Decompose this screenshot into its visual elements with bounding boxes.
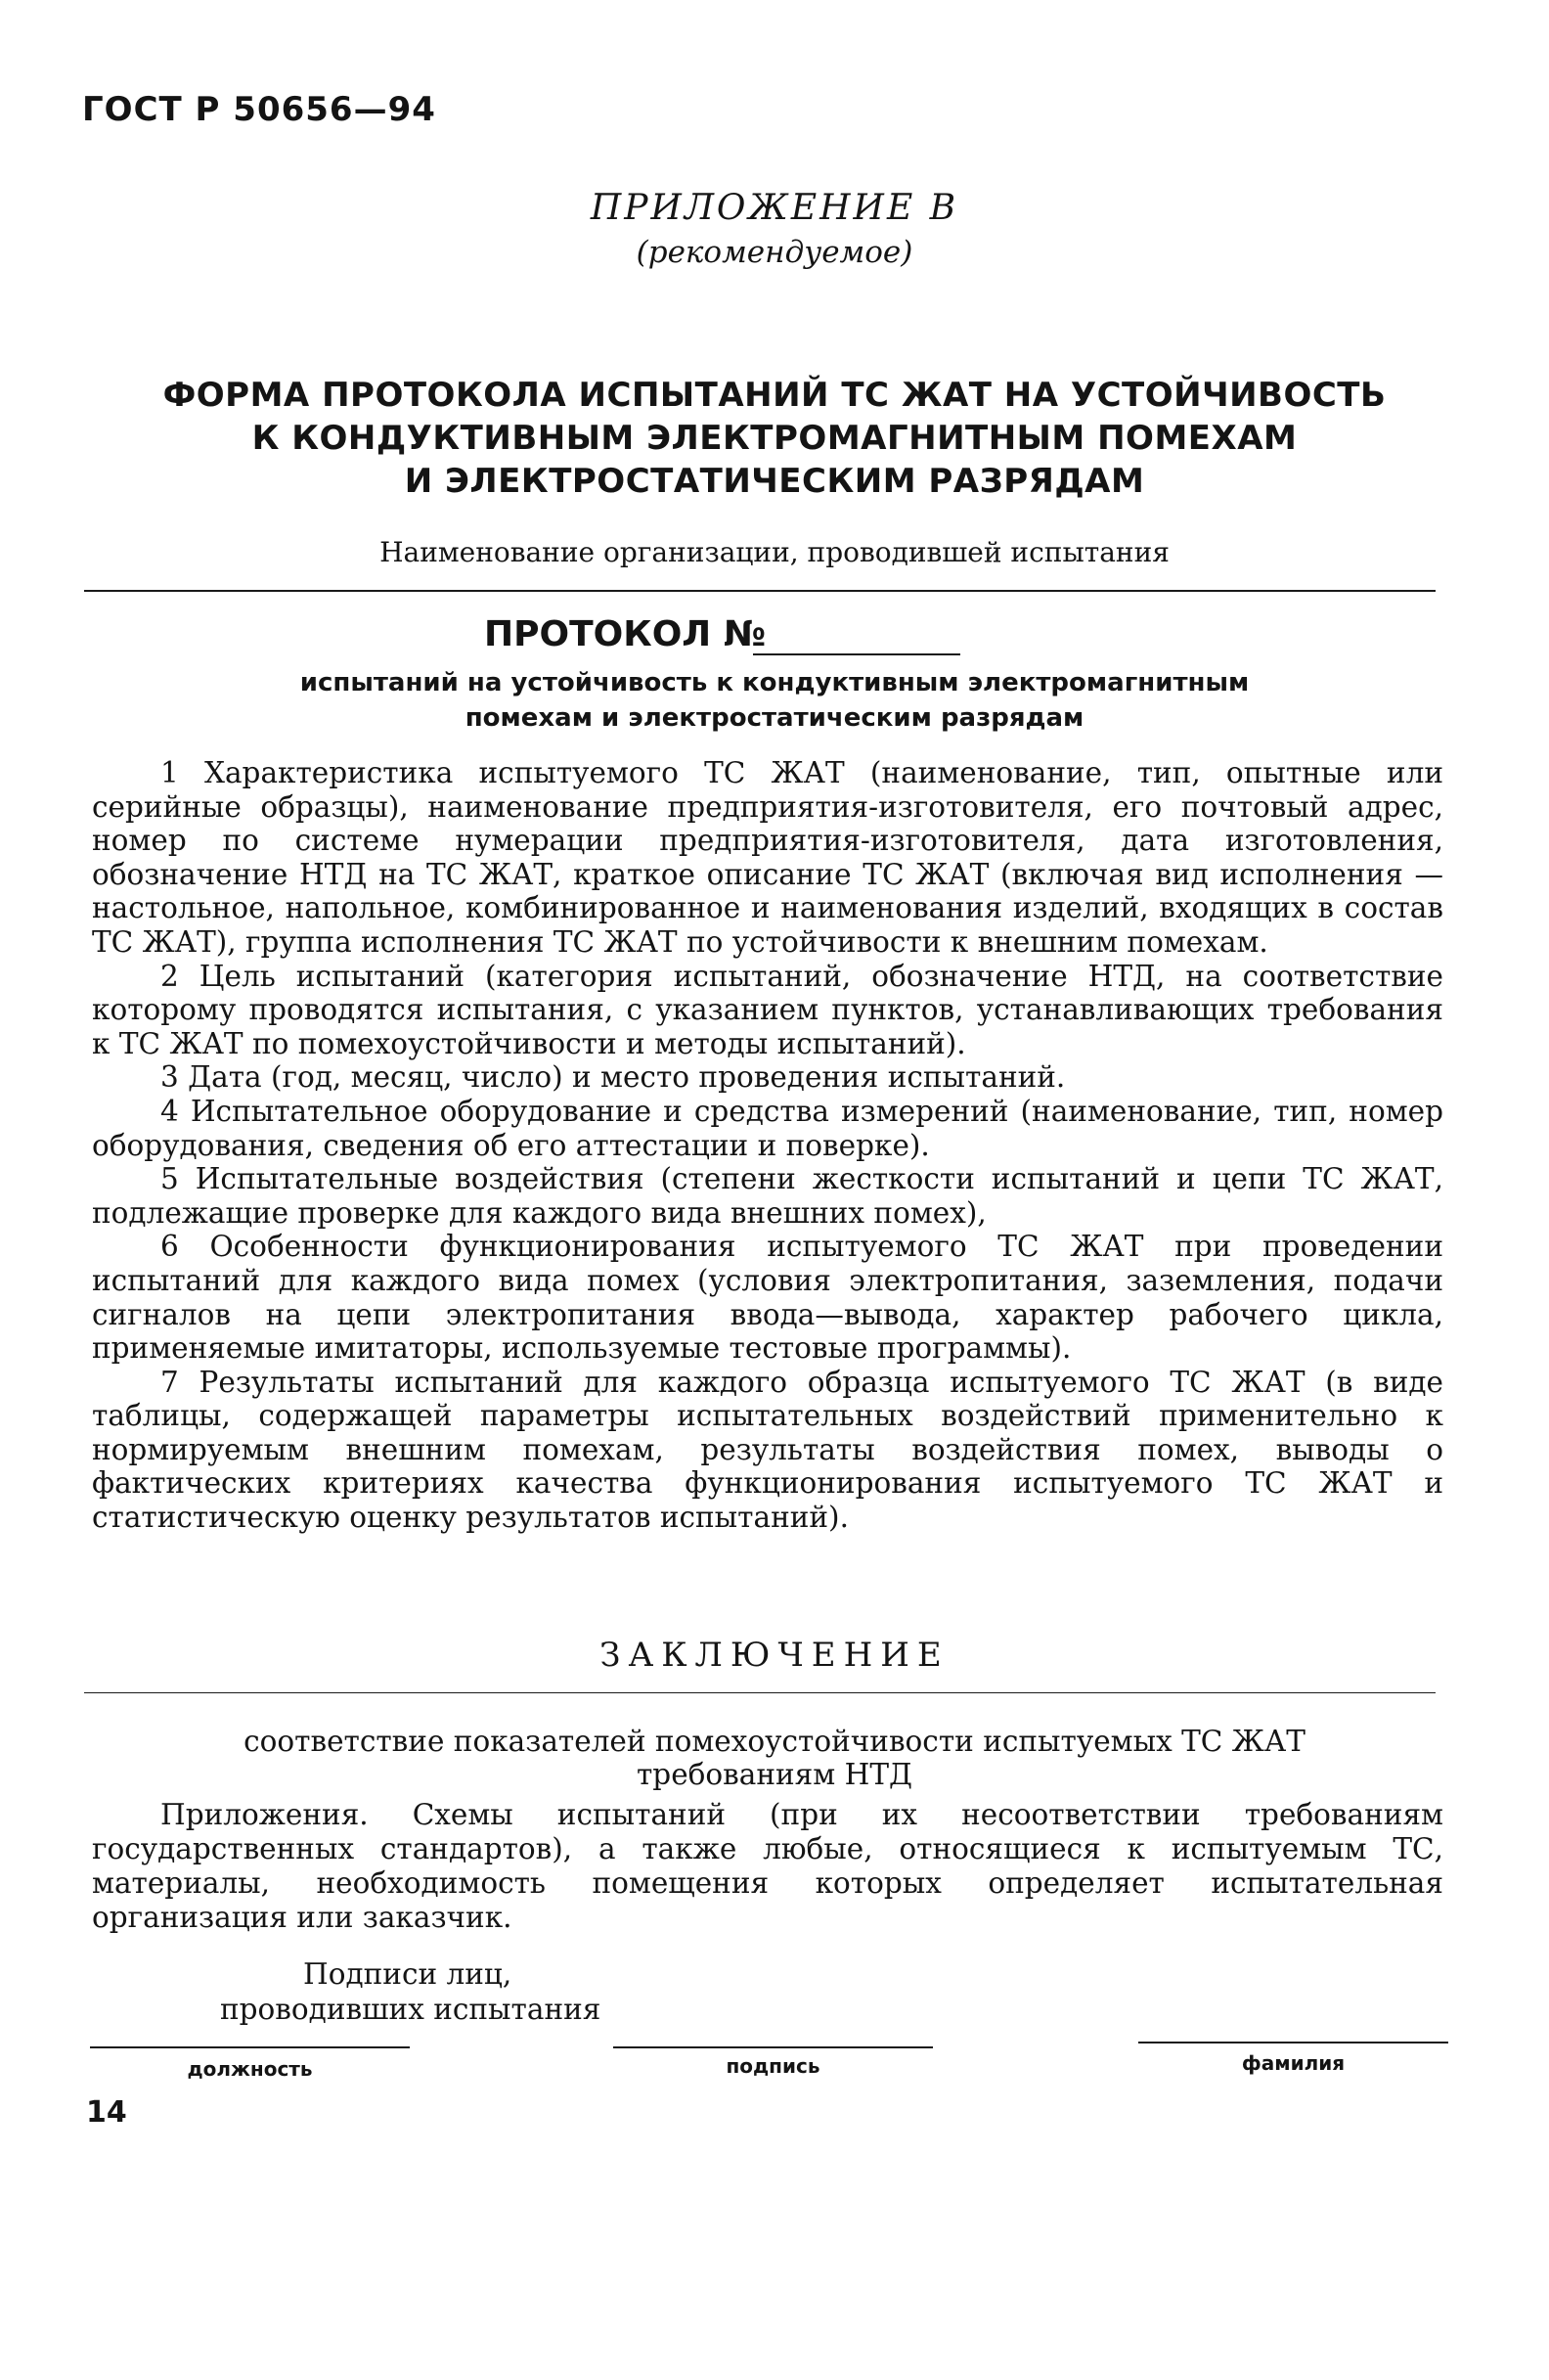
protocol-items bbox=[92, 756, 1443, 1535]
protocol-item: 2 Цель испытаний (категория испытаний, обозначение НТД, на соответствие которому проводятся испытания, с указанием пунктов, устанавливающих требования к ТС ЖАТ по помехоустойчивости и методы испытаний). bbox=[92, 959, 1443, 1060]
protocol-subtitle bbox=[147, 665, 1402, 736]
signature-label: подпись bbox=[726, 2054, 820, 2078]
form-title-line: ФОРМА ПРОТОКОЛА ИСПЫТАНИЙ ТС ЖАТ НА УСТОЙЧИВОСТЬ bbox=[162, 376, 1387, 415]
conformity-line: требованиям НТД bbox=[636, 1758, 913, 1791]
protocol-number-blank bbox=[753, 653, 960, 655]
form-title-line: К КОНДУКТИВНЫМ ЭЛЕКТРОМАГНИТНЫМ ПОМЕХАМ bbox=[251, 419, 1298, 458]
protocol-item: 1 Характеристика испытуемого ТС ЖАТ (наименование, тип, опытные или серийные образцы), наименование предприятия-изготовителя, его почтовый адрес, номер по системе нумерации предприятия-изготовителя, дата изготовления, обозначение НТД на ТС ЖАТ, краткое описание ТС ЖАТ (включая вид исполнения — настольное, напольное, комбинированное и наименования изделий, входящих в состав ТС ЖАТ), группа исполнения ТС ЖАТ по устойчивости к внешним помехам. bbox=[92, 756, 1443, 959]
conformity-text bbox=[147, 1725, 1402, 1791]
position-signature-line bbox=[90, 2046, 410, 2048]
signatures-heading-line: Подписи лиц, bbox=[303, 1957, 512, 1991]
conclusion-title: ЗАКЛЮЧЕНИЕ bbox=[599, 1636, 950, 1675]
signatures-heading-line: проводивших испытания bbox=[220, 1993, 601, 2026]
protocol-item: 6 Особенности функционирования испытуемого ТС ЖАТ при проведении испытаний для каждого вида помех (условия электропитания, заземления, подачи сигналов на цепи электропитания ввода—вывода, характер рабочего цикла, применяемые имитаторы, используемые тестовые программы). bbox=[92, 1230, 1443, 1366]
conclusion-line bbox=[84, 1692, 1436, 1693]
page-number: 14 bbox=[86, 2095, 127, 2130]
protocol-subtitle-line: испытаний на устойчивость к кондуктивным электромагнитным bbox=[299, 668, 1250, 697]
annexes-paragraph: Приложения. Схемы испытаний (при их несоответствии требованиям государственных стандартов), а также любые, относящиеся к испытуемым ТС, материалы, необходимость помещения которых определяет испытательная организация или заказчик. bbox=[92, 1798, 1443, 1934]
organization-label: Наименование организации, проводившей испытания bbox=[379, 536, 1170, 568]
organization-line bbox=[84, 590, 1436, 592]
surname-label: фамилия bbox=[1241, 2051, 1346, 2075]
protocol-title: ПРОТОКОЛ № bbox=[484, 614, 767, 654]
conformity-line: соответствие показателей помехоустойчивости испытуемых ТС ЖАТ bbox=[243, 1725, 1306, 1758]
protocol-item: 5 Испытательные воздействия (степени жесткости испытаний и цепи ТС ЖАТ, подлежащие проверке для каждого вида внешних помех), bbox=[92, 1162, 1443, 1230]
protocol-subtitle-line: помехам и электростатическим разрядам bbox=[465, 703, 1084, 733]
surname-signature-line bbox=[1138, 2042, 1448, 2043]
position-label: должность bbox=[187, 2057, 313, 2081]
signature-line bbox=[613, 2046, 933, 2048]
form-title bbox=[59, 374, 1490, 503]
signatures-heading bbox=[220, 1956, 600, 2027]
form-title-line: И ЭЛЕКТРОСТАТИЧЕСКИМ РАЗРЯДАМ bbox=[404, 462, 1145, 501]
appendix-subtitle: (рекомендуемое) bbox=[636, 235, 913, 270]
standard-number: ГОСТ Р 50656—94 bbox=[82, 90, 436, 129]
appendix-title: ПРИЛОЖЕНИЕ В bbox=[590, 188, 959, 228]
protocol-item: 7 Результаты испытаний для каждого образца испытуемого ТС ЖАТ (в виде таблицы, содержащей параметры испытательных воздействий применительно к нормируемым внешним помехам, результаты воздействия помех, выводы о фактических критериях качества функционирования испытуемого ТС ЖАТ и статистическую оценку результатов испытаний). bbox=[92, 1365, 1443, 1535]
protocol-item: 3 Дата (год, месяц, число) и место проведения испытаний. bbox=[160, 1060, 1066, 1095]
protocol-item: 4 Испытательное оборудование и средства измерений (наименование, тип, номер оборудования, сведения об его аттестации и поверке). bbox=[92, 1094, 1443, 1162]
